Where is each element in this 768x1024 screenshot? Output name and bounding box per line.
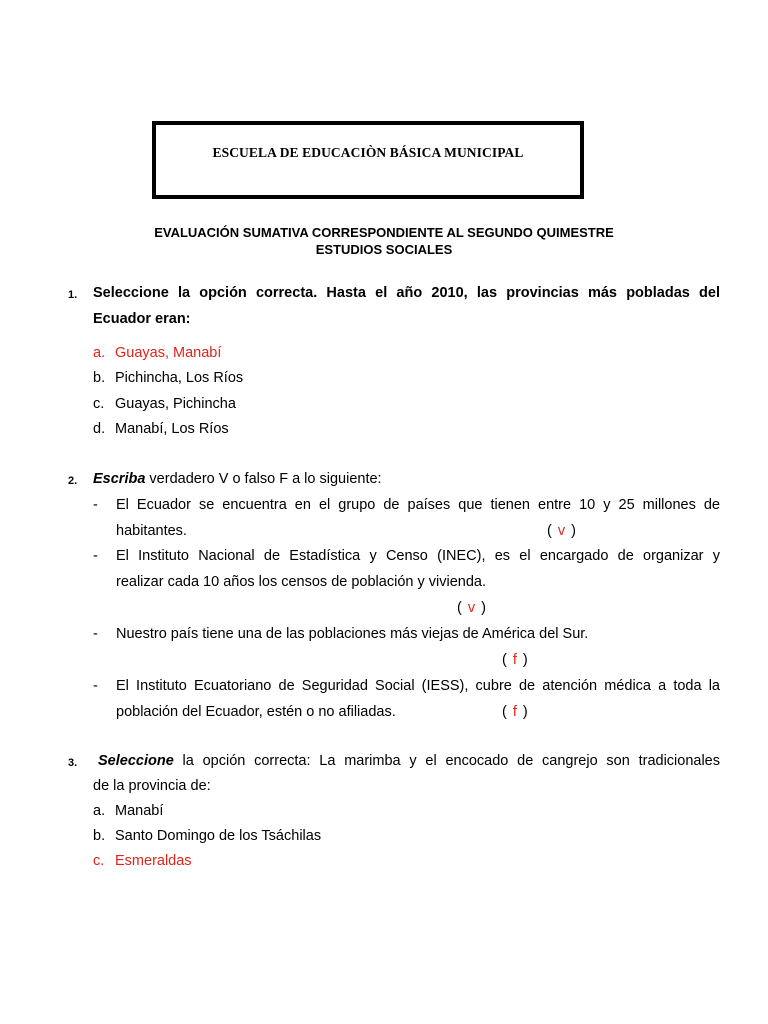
option-text: Guayas, Manabí bbox=[115, 345, 222, 361]
option-text: Manabí bbox=[115, 803, 164, 819]
option-correct bbox=[93, 852, 192, 870]
question-text-continued: de la provincia de: bbox=[93, 778, 211, 794]
bullet-dash: - bbox=[93, 548, 98, 564]
question-text-body: la opción correcta: La marimba y el encocado de cangrejo son tradicionales bbox=[173, 753, 720, 769]
statement-text: El Instituto Ecuatoriano de Seguridad Social (IESS), cubre de atención médica a toda la bbox=[116, 678, 720, 694]
question-verb: Escriba bbox=[93, 471, 146, 487]
exam-subject: ESTUDIOS SOCIALES bbox=[315, 242, 453, 257]
paren-close: ) bbox=[522, 704, 528, 720]
answer-blank bbox=[502, 703, 528, 721]
option-text: Pichincha, Los Ríos bbox=[115, 370, 244, 386]
statement-text: El Instituto Nacional de Estadística y Censo (INEC), es el encargado de organizar y bbox=[116, 548, 720, 564]
paren-close: ) bbox=[571, 523, 576, 539]
paren-open: ( bbox=[502, 652, 507, 668]
question-instruction bbox=[93, 470, 720, 488]
school-name: ESCUELA DE EDUCACIÒN BÁSICA MUNICIPAL bbox=[212, 145, 524, 160]
question-text: Seleccione la opción correcta. Hasta el año 2010, las provincias más pobladas del bbox=[93, 285, 720, 301]
option-letter: c. bbox=[93, 853, 105, 869]
question-verb: Seleccione bbox=[98, 753, 174, 769]
option-letter: a. bbox=[93, 803, 106, 819]
option-letter: d. bbox=[93, 421, 106, 437]
question-number: 1. bbox=[68, 289, 78, 301]
statement-text-continued: realizar cada 10 años los censos de población y vivienda. bbox=[116, 574, 486, 590]
option-letter: b. bbox=[93, 370, 106, 386]
bullet-dash: - bbox=[93, 678, 98, 694]
answer-mark: f bbox=[512, 704, 517, 720]
paren-open: ( bbox=[547, 523, 552, 539]
paren-open: ( bbox=[502, 704, 507, 720]
paren-close: ) bbox=[481, 600, 486, 616]
answer-blank bbox=[502, 651, 528, 669]
option bbox=[93, 420, 229, 438]
bullet-dash: - bbox=[93, 626, 98, 642]
option-letter: a. bbox=[93, 345, 106, 361]
paren-close: ) bbox=[522, 652, 528, 668]
option-letter: c. bbox=[93, 396, 105, 412]
question-number: 2. bbox=[68, 475, 78, 487]
exam-title: EVALUACIÓN SUMATIVA CORRESPONDIENTE AL SEGUNDO QUIMESTRE bbox=[154, 225, 614, 240]
statement-text-continued: habitantes. bbox=[116, 523, 187, 539]
paren-open: ( bbox=[457, 600, 462, 616]
option-text: Manabí, Los Ríos bbox=[115, 421, 229, 437]
option bbox=[93, 395, 236, 413]
question-number: 3. bbox=[68, 757, 78, 769]
statement-text-continued: población del Ecuador, estén o no afiliadas. bbox=[116, 704, 396, 720]
statement-text: El Ecuador se encuentra en el grupo de países que tienen entre 10 y 25 millones de bbox=[116, 497, 720, 513]
answer-blank bbox=[547, 522, 576, 540]
answer-mark: v bbox=[557, 523, 566, 539]
option bbox=[93, 827, 321, 845]
answer-mark: v bbox=[467, 600, 476, 616]
option-text: Esmeraldas bbox=[115, 853, 192, 869]
answer-mark: f bbox=[512, 652, 517, 668]
question-text bbox=[98, 752, 720, 770]
option bbox=[93, 369, 243, 387]
instruction-text: verdadero V o falso F a lo siguiente: bbox=[145, 471, 382, 487]
option-correct bbox=[93, 344, 221, 362]
option-text: Guayas, Pichincha bbox=[115, 396, 236, 412]
statement-text: Nuestro país tiene una de las poblaciones más viejas de América del Sur. bbox=[116, 626, 589, 642]
option-letter: b. bbox=[93, 828, 106, 844]
bullet-dash: - bbox=[93, 497, 98, 513]
school-header-box bbox=[152, 121, 584, 199]
option-text: Santo Domingo de los Tsáchilas bbox=[115, 828, 322, 844]
option bbox=[93, 802, 163, 820]
question-text-continued: Ecuador eran: bbox=[93, 311, 191, 327]
answer-blank bbox=[457, 599, 486, 617]
